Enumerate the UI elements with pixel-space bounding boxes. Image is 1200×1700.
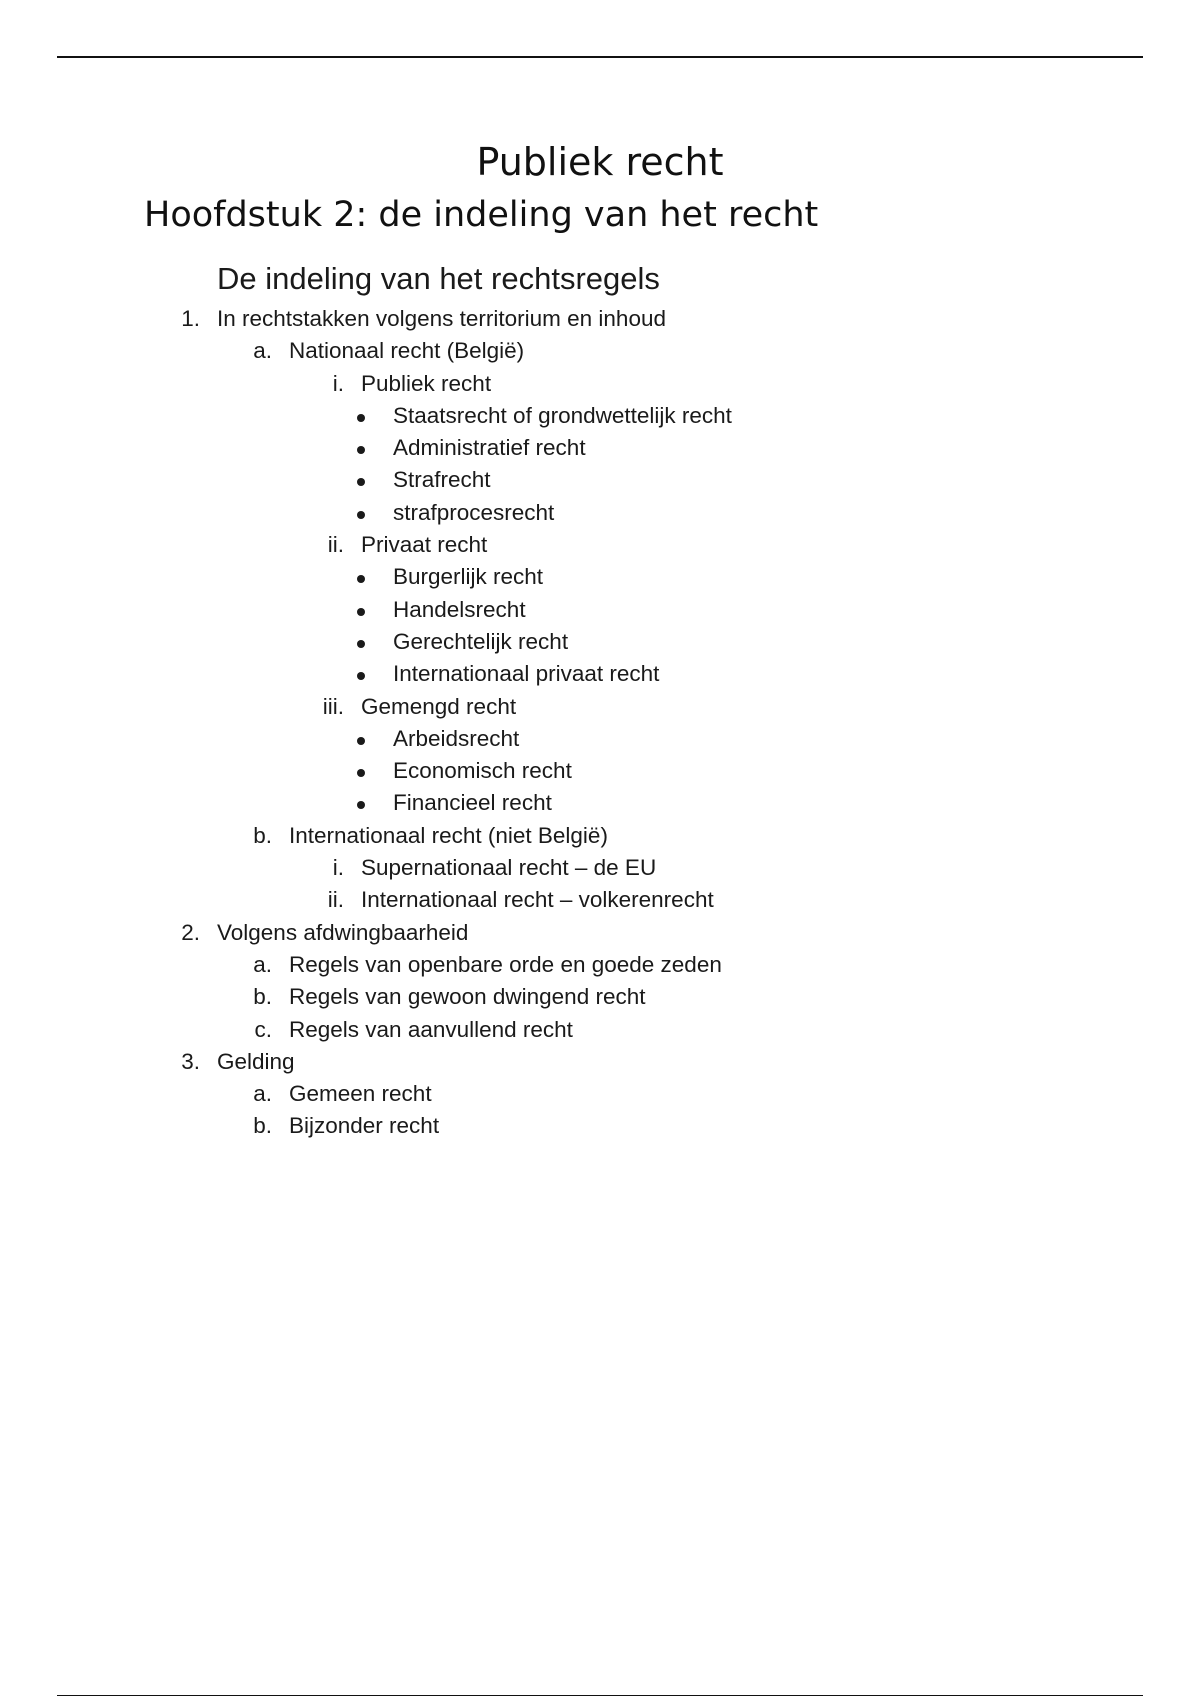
outline-text: Internationaal recht (niet België) [289, 822, 608, 848]
outline-item [0, 432, 1200, 464]
outline-item [0, 691, 1200, 723]
outline-item [0, 1046, 1200, 1078]
outline-text: Supernationaal recht – de EU [361, 855, 657, 881]
outline-item [0, 497, 1200, 529]
outline-list [0, 303, 1200, 1143]
outline-item [0, 594, 1200, 626]
outline-item [0, 917, 1200, 949]
outline-marker: 2. [181, 919, 200, 945]
outline-text: Burgerlijk recht [393, 564, 544, 590]
outline-item [0, 1014, 1200, 1046]
outline-marker: ii. [327, 887, 344, 913]
bullet-icon [357, 414, 365, 422]
outline-text: Gemeen recht [289, 1081, 432, 1107]
outline-text: Financieel recht [393, 790, 552, 816]
outline-item [0, 303, 1200, 335]
outline-text: In rechtstakken volgens territorium en inhoud [217, 306, 666, 331]
outline-item [0, 626, 1200, 658]
outline-item [0, 949, 1200, 981]
outline-text: Regels van gewoon dwingend recht [289, 984, 646, 1010]
outline-marker: a. [253, 338, 272, 364]
bullet-icon [357, 801, 365, 809]
outline-text: Publiek recht [361, 370, 492, 396]
bullet-icon [357, 737, 365, 745]
footer-rule [57, 1695, 1143, 1696]
outline-item [0, 787, 1200, 819]
outline-item [0, 658, 1200, 690]
outline-marker: b. [253, 822, 272, 848]
bullet-icon [357, 672, 365, 680]
outline-marker: c. [254, 1016, 272, 1042]
outline-text: Bijzonder recht [289, 1113, 440, 1139]
outline-text: Administratief recht [393, 435, 586, 461]
outline-text: strafprocesrecht [393, 499, 555, 525]
outline-text: Gerechtelijk recht [393, 628, 569, 654]
outline-text: Staatsrecht of grondwettelijk recht [393, 402, 732, 428]
outline-item [0, 1078, 1200, 1110]
outline-marker: a. [253, 1081, 272, 1107]
outline-item [0, 852, 1200, 884]
outline-text: Regels van aanvullend recht [289, 1016, 573, 1042]
outline-text: Nationaal recht (België) [289, 338, 525, 364]
outline-marker: iii. [322, 693, 344, 719]
outline-text: Gemengd recht [361, 693, 517, 719]
bullet-icon [357, 575, 365, 583]
outline-text: Privaat recht [361, 532, 488, 558]
outline-text: Strafrecht [393, 467, 491, 493]
outline-item [0, 368, 1200, 400]
bullet-icon [357, 511, 365, 519]
outline-item [0, 335, 1200, 367]
outline-text: Internationaal privaat recht [393, 661, 660, 687]
outline-item [0, 755, 1200, 787]
outline-text: Gelding [217, 1048, 295, 1074]
outline-text: Handelsrecht [393, 596, 526, 622]
outline-marker: i. [332, 855, 344, 881]
bullet-icon [357, 640, 365, 648]
outline-marker: a. [253, 951, 272, 977]
section-heading: De indeling van het rechtsregels [217, 261, 660, 296]
bullet-icon [357, 446, 365, 454]
outline-marker: 3. [181, 1048, 200, 1074]
bullet-icon [357, 608, 365, 616]
outline-item [0, 884, 1200, 916]
outline-marker: i. [332, 370, 344, 396]
outline-item [0, 464, 1200, 496]
outline-item [0, 400, 1200, 432]
outline-text: Economisch recht [393, 758, 572, 784]
outline-item [0, 1110, 1200, 1142]
outline-text: Volgens afdwingbaarheid [217, 919, 469, 945]
header-rule [57, 56, 1143, 58]
outline-marker: 1. [181, 306, 200, 331]
outline-item [0, 723, 1200, 755]
outline-text: Internationaal recht – volkerenrecht [361, 887, 714, 913]
bullet-icon [357, 769, 365, 777]
outline-item [0, 529, 1200, 561]
outline-marker: ii. [327, 532, 344, 558]
outline-item [0, 561, 1200, 593]
outline-marker: b. [253, 1113, 272, 1139]
outline-item [0, 820, 1200, 852]
bullet-icon [357, 478, 365, 486]
chapter-heading: Hoofdstuk 2: de indeling van het recht [144, 195, 819, 235]
outline-marker: b. [253, 984, 272, 1010]
outline-text: Regels van openbare orde en goede zeden [289, 951, 722, 977]
document-title: Publiek recht [476, 140, 724, 184]
outline-item [0, 981, 1200, 1013]
outline-text: Arbeidsrecht [393, 725, 520, 751]
